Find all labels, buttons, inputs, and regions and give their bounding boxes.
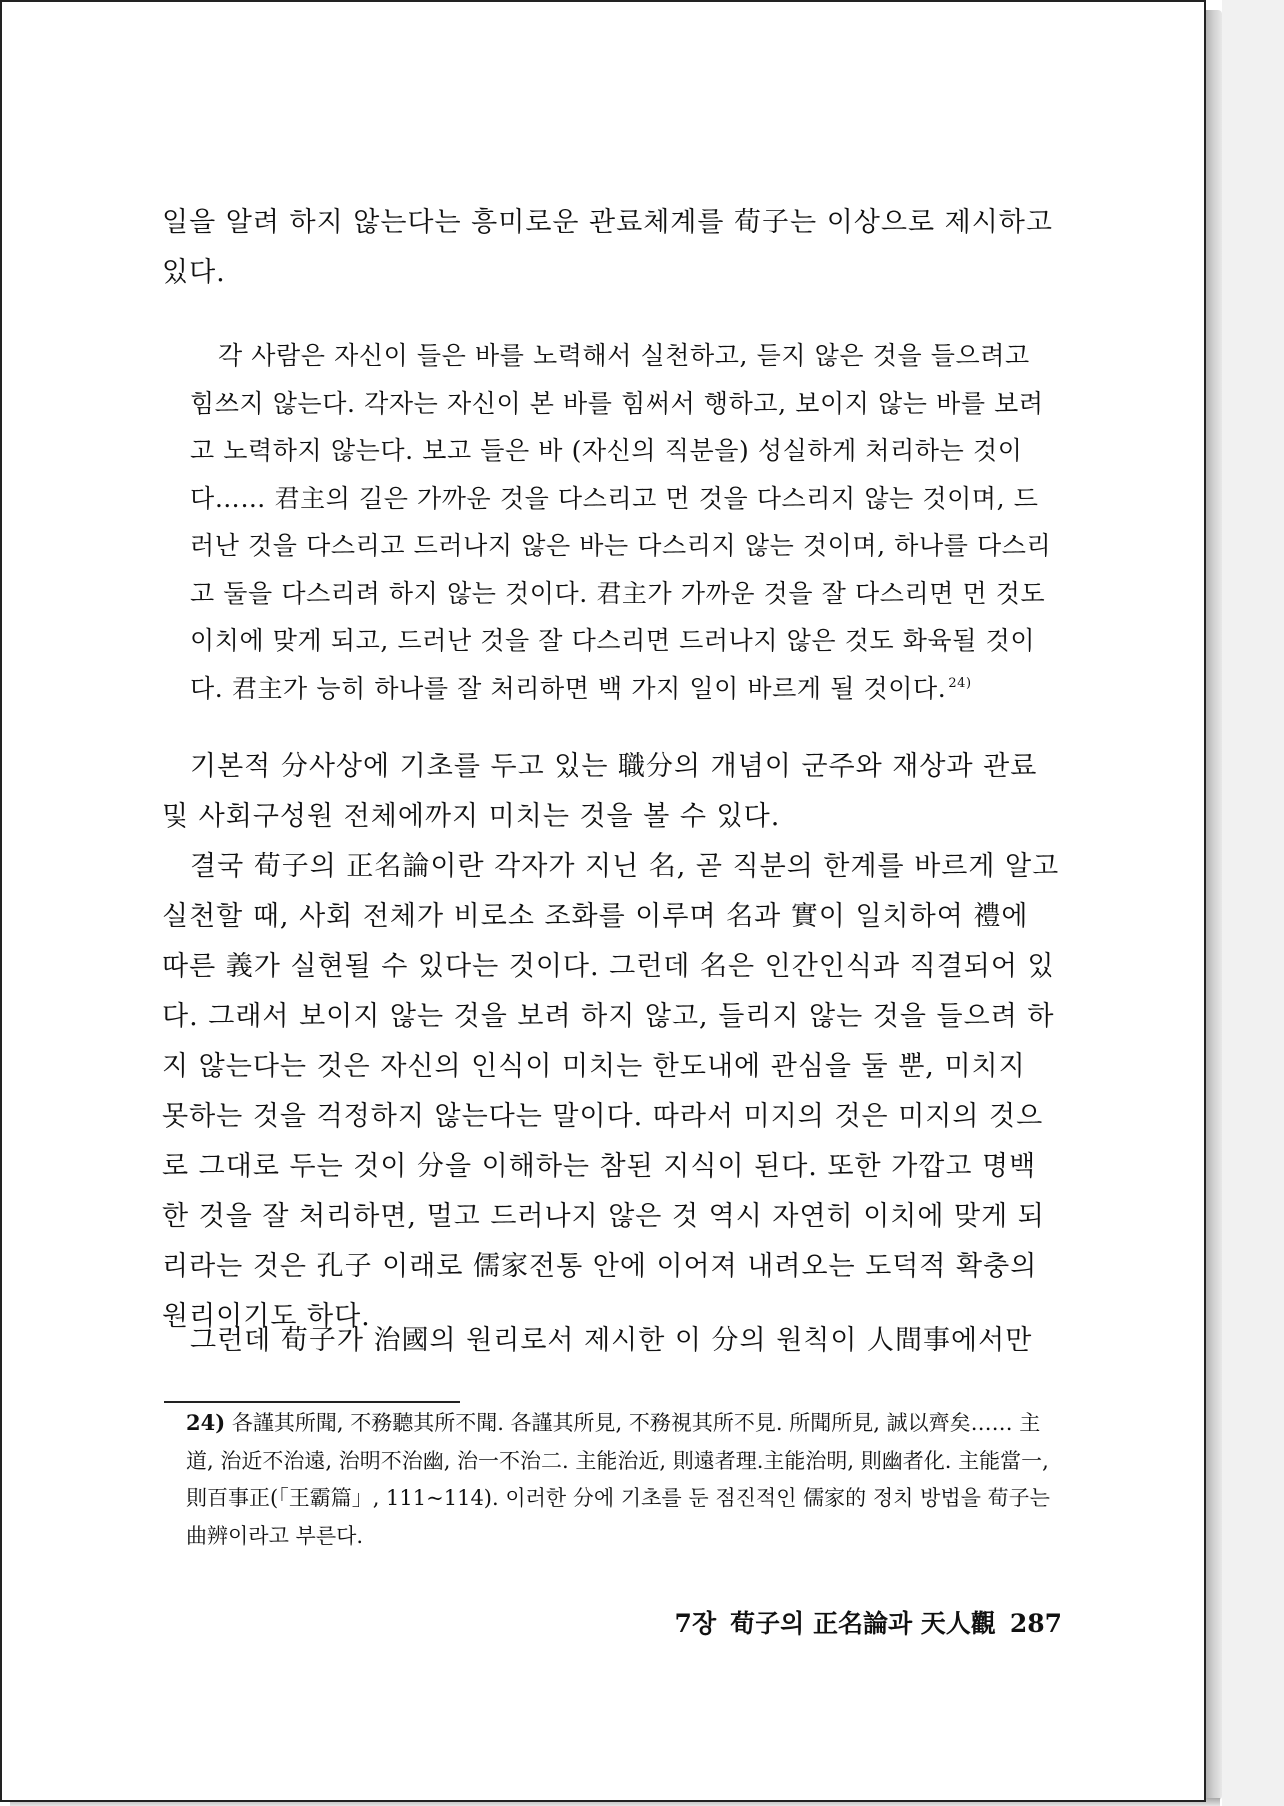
paragraph-rectification-of-names: 결국 荀子의 正名論이란 각자가 지닌 名, 곧 직분의 한계를 바르게 알고 실천할 때, 사회 전체가 비로소 조화를 이루며 名과 實이 일치하여 禮에 따른 義가 실현될 수 있다는 것이다. 그런데 名은 인간인식과 직결되어 있다. 그래서 보이지 않는 것을 보려 하지 않고, 들리지 않는 것을 들으려 하지 않는다는 것은 자신의 인식이 미치는 한도내에 관심을 둘 뿐, 미치지 못하는 것을 걱정하지 않는다는 말이다. 따라서 미지의 것은 미지의 것으로 그대로 두는 것이 分을 이해하는 참된 지식이 된다. 또한 가깝고 명백한 것을 잘 처리하면, 멀고 드러나지 않은 것 역시 자연히 이치에 맞게 되리라는 것은 孔子 이래로 儒家전통 안에 이어져 내려오는 도덕적 확충의 원리이기도 하다. bbox=[162, 851, 1060, 1332]
footnote-24 bbox=[186, 1404, 1062, 1555]
page-number: 287 bbox=[1009, 1609, 1062, 1638]
block-quotation bbox=[190, 332, 1056, 712]
footer-title: 荀子의 正名論과 天人觀 bbox=[730, 1609, 996, 1638]
paragraph-continuation: 일을 알려 하지 않는다는 흥미로운 관료체계를 荀子는 이상으로 제시하고 있다. bbox=[162, 207, 1053, 288]
footnote-text: 各謹其所聞, 不務聽其所不聞. 各謹其所見, 不務視其所不見. 所聞所見, 誠以齊矣…… 主道, 治近不治遠, 治明不治幽, 治一不治二. 主能治近, 則遠者理.主能治明, 則幽者化. 主能當一, 則百事正(「王霸篇」, 111~114). 이러한 分에 기초를 둔 점진적인 儒家的 정치 방법을 荀子는 曲辨이라고 부른다. bbox=[186, 1411, 1050, 1548]
footnote-marker: 24) bbox=[186, 1410, 226, 1435]
running-footer bbox=[642, 1606, 1062, 1642]
paragraph-principle-of-division: 그런데 荀子가 治國의 원리로서 제시한 이 分의 원칙이 人間事에서만 bbox=[190, 1325, 1033, 1356]
footer-chapter: 7장 bbox=[674, 1609, 717, 1638]
footnote-reference: 24) bbox=[948, 675, 972, 691]
viewer-margin bbox=[1222, 0, 1284, 1806]
quotation-text: 각 사람은 자신이 들은 바를 노력해서 실천하고, 듣지 않은 것을 들으려고 힘쓰지 않는다. 각자는 자신이 본 바를 힘써서 행하고, 보이지 않는 바를 보려고 노력하지 않는다. 보고 들은 바 (자신의 직분을) 성실하게 처리하는 것이다…… 君主의 길은 가까운 것을 다스리고 먼 것을 다스리지 않는 것이며, 드러난 것을 다스리고 드러나지 않은 바는 다스리지 않는 것이며, 하나를 다스리고 둘을 다스리려 하지 않는 것이다. 君主가 가까운 것을 잘 다스리면 먼 것도 이치에 맞게 되고, 드러난 것을 잘 다스리면 드러나지 않은 것도 화육될 것이다. 君主가 능히 하나를 잘 처리하면 백 가지 일이 바르게 될 것이다. bbox=[190, 341, 1052, 703]
paragraph-job-concept: 기본적 分사상에 기초를 두고 있는 職分의 개념이 군주와 재상과 관료 및 사회구성원 전체에까지 미치는 것을 볼 수 있다. bbox=[162, 751, 1038, 832]
footnote-divider bbox=[164, 1401, 460, 1403]
